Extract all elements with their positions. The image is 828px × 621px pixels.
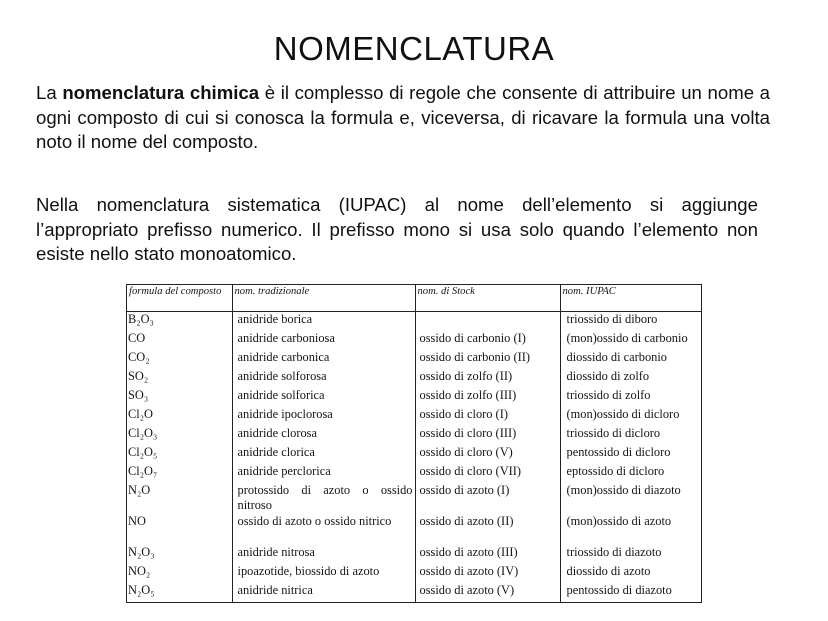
traditional-name-cell: anidride nitrosa bbox=[232, 545, 415, 564]
traditional-name-cell: anidride clorosa bbox=[232, 426, 415, 445]
table-row bbox=[127, 483, 701, 514]
stock-name-cell: ossido di cloro (V) bbox=[415, 445, 560, 464]
header-stock: nom. di Stock bbox=[415, 285, 560, 312]
formula-cell: CO₂ bbox=[128, 350, 150, 365]
stock-name-cell: ossido di azoto (I) bbox=[415, 483, 560, 514]
formula-cell: N₂O₅ bbox=[128, 582, 155, 597]
formula-cell: SO₃ bbox=[128, 388, 149, 403]
iupac-name-cell: eptossido di dicloro bbox=[560, 464, 701, 483]
traditional-name-cell: anidride borica bbox=[232, 312, 415, 332]
iupac-name-cell: (mon)ossido di azoto bbox=[560, 514, 701, 545]
table-row bbox=[127, 545, 701, 564]
intro-text-start: La bbox=[36, 82, 63, 103]
table-row bbox=[127, 445, 701, 464]
intro-text-end: è il complesso di regole che consente di attribuire un nome a ogni composto di cui si conosca la formula e, viceversa, di ricavare la formula una volta noto il nome del composto. bbox=[36, 82, 770, 152]
traditional-name-cell: anidride carboniosa bbox=[232, 331, 415, 350]
intro-paragraph bbox=[36, 81, 770, 155]
table-row bbox=[127, 426, 701, 445]
stock-name-cell: ossido di azoto (V) bbox=[415, 583, 560, 602]
stock-name-cell: ossido di azoto (II) bbox=[415, 514, 560, 545]
traditional-name-cell: anidride ipoclorosa bbox=[232, 407, 415, 426]
table-row bbox=[127, 331, 701, 350]
stock-name-cell: ossido di carbonio (I) bbox=[415, 331, 560, 350]
stock-name-cell: ossido di zolfo (III) bbox=[415, 388, 560, 407]
iupac-name-cell: pentossido di dicloro bbox=[560, 445, 701, 464]
slide-title: NOMENCLATURA bbox=[273, 30, 555, 67]
formula-cell: B₂O₃ bbox=[128, 312, 154, 326]
iupac-name-cell: (mon)ossido di carbonio bbox=[560, 331, 701, 350]
iupac-name-cell: diossido di carbonio bbox=[560, 350, 701, 369]
formula-cell: NO bbox=[128, 513, 146, 528]
stock-name-cell bbox=[415, 312, 560, 332]
intro-bold-term: nomenclatura chimica bbox=[62, 82, 260, 103]
formula-cell: N₂O bbox=[128, 482, 151, 497]
traditional-name-cell: anidride carbonica bbox=[232, 350, 415, 369]
table-row bbox=[127, 464, 701, 483]
stock-name-cell: ossido di cloro (I) bbox=[415, 407, 560, 426]
formula-cell: Cl₂O₅ bbox=[128, 445, 158, 459]
stock-name-cell: ossido di carbonio (II) bbox=[415, 350, 560, 369]
traditional-name-cell: anidride clorica bbox=[232, 445, 415, 464]
traditional-name-cell: anidride solforosa bbox=[232, 369, 415, 388]
iupac-name-cell: diossido di azoto bbox=[560, 564, 701, 583]
table-row bbox=[127, 369, 701, 388]
formula-cell: Cl₂O₃ bbox=[128, 426, 158, 441]
formula-cell: Cl₂O bbox=[128, 407, 153, 422]
table-row bbox=[127, 312, 701, 332]
iupac-name-cell: diossido di zolfo bbox=[560, 369, 701, 388]
table-row bbox=[127, 514, 701, 545]
header-formula: formula del composto bbox=[127, 285, 232, 312]
formula-cell: N₂O₃ bbox=[128, 544, 155, 559]
iupac-name-cell: (mon)ossido di dicloro bbox=[560, 407, 701, 426]
traditional-name-cell: ipoazotide, biossido di azoto bbox=[232, 564, 415, 583]
iupac-paragraph: Nella nomenclatura sistematica (IUPAC) al nome dell’elemento si aggiunge l’appropriato prefisso numerico. Il prefisso mono si usa solo quando l’elemento non esiste nello stato monoatomico. bbox=[36, 194, 758, 264]
traditional-name-cell: anidride solforica bbox=[232, 388, 415, 407]
stock-name-cell: ossido di cloro (VII) bbox=[415, 464, 560, 483]
nomenclature-table bbox=[126, 284, 702, 603]
formula-cell: SO₂ bbox=[128, 369, 149, 384]
traditional-name-cell: ossido di azoto o ossido nitrico bbox=[232, 514, 415, 545]
iupac-name-cell: pentossido di diazoto bbox=[560, 583, 701, 602]
header-traditional: nom. tradizionale bbox=[232, 285, 415, 312]
iupac-name-cell: triossido di zolfo bbox=[560, 388, 701, 407]
stock-name-cell: ossido di azoto (III) bbox=[415, 545, 560, 564]
table-row bbox=[127, 350, 701, 369]
table-row bbox=[127, 388, 701, 407]
traditional-name-cell: anidride perclorica bbox=[232, 464, 415, 483]
table-row bbox=[127, 583, 701, 602]
stock-name-cell: ossido di zolfo (II) bbox=[415, 369, 560, 388]
formula-cell: CO bbox=[128, 331, 146, 346]
table-row bbox=[127, 564, 701, 583]
stock-name-cell: ossido di cloro (III) bbox=[415, 426, 560, 445]
table-header-row bbox=[127, 285, 701, 312]
iupac-name-cell: triossido di diboro bbox=[560, 312, 701, 332]
iupac-name-cell: triossido di diazoto bbox=[560, 545, 701, 564]
formula-cell: NO₂ bbox=[128, 563, 151, 578]
iupac-name-cell: (mon)ossido di diazoto bbox=[560, 483, 701, 514]
table-row bbox=[127, 407, 701, 426]
header-iupac: nom. IUPAC bbox=[560, 285, 701, 312]
iupac-name-cell: triossido di dicloro bbox=[560, 426, 701, 445]
traditional-name-cell: protossido di azoto o ossido nitroso bbox=[232, 483, 415, 514]
stock-name-cell: ossido di azoto (IV) bbox=[415, 564, 560, 583]
formula-cell: Cl₂O₇ bbox=[128, 463, 158, 478]
traditional-name-cell: anidride nitrica bbox=[232, 583, 415, 602]
